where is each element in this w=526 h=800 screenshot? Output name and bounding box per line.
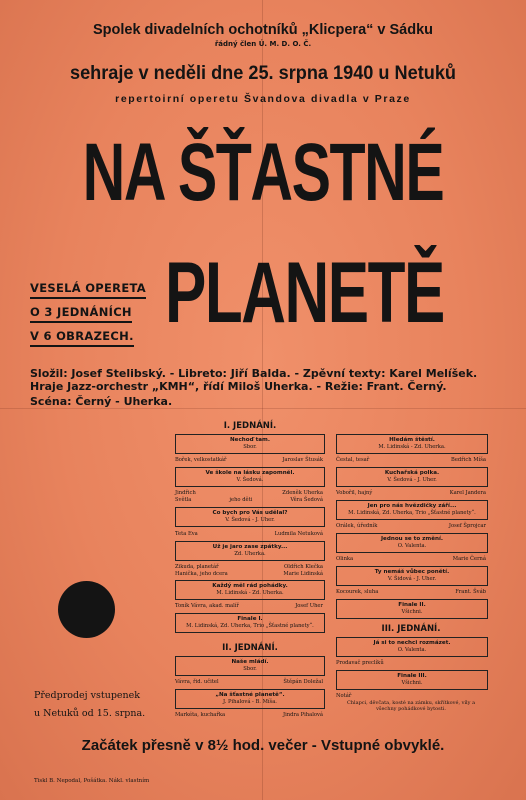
actor: Jindra Pihalová (282, 712, 323, 718)
role: Čestal, tesař (336, 457, 370, 463)
song-title: Finale II. (398, 602, 426, 608)
song-title: Jen pro nás hvězdičky září... (367, 503, 457, 509)
fold-line (0, 408, 526, 409)
song-performer: V. Šedová - J. Uher. (225, 517, 275, 523)
actor: Štěpán Doležal (283, 679, 323, 685)
song-title: Už je jaro zase zpátky... (212, 544, 288, 550)
song-performer: M. Lidinská - Zd. Uherka. (216, 590, 284, 596)
presale-line-1: Předprodej vstupenek (34, 690, 141, 701)
society-name: Spolek divadelních ochotníků „Klicpera“ v Sádku (92, 22, 434, 38)
act-2-heading: II. JEDNÁNÍ. (222, 643, 278, 653)
cast-row (336, 660, 486, 666)
printer-note: Tiskl B. Nepodal, Pošátka. Nákl. vlastním (34, 778, 150, 784)
role: Bořek, velkostatkář (175, 457, 227, 463)
credits-line-3: Scéna: Černý - Uherka. (30, 395, 173, 408)
song-title: Nechoď tam. (230, 437, 270, 443)
act-3-heading: III. JEDNÁNÍ. (381, 624, 441, 634)
cast-row (175, 564, 323, 570)
song-title: „Na šťastné planetě“. (215, 692, 285, 698)
subtitle-line-2: O 3 JEDNÁNÍCH (30, 305, 132, 323)
actor: Marie Černá (452, 556, 486, 562)
song-title: Hledám štěstí. (389, 437, 435, 443)
song-performer: O. Valenta. (397, 647, 427, 653)
song-box (336, 500, 488, 520)
actor: Oldřich Klečka (283, 564, 323, 570)
role: Vobořil, hajný (336, 490, 373, 496)
song-performer: Sbor. (243, 444, 257, 450)
song-box (336, 637, 488, 657)
cast-row (175, 679, 323, 685)
actor: Věra Šedová (290, 497, 323, 503)
song-title: Ve škole na lásku zapomněl. (205, 470, 295, 476)
actor: Josef Uher (295, 603, 323, 609)
song-performer: Sbor. (243, 666, 257, 672)
cast-row (336, 490, 486, 496)
song-box (175, 656, 325, 676)
repertoire-note: repertoirní operetu Švandova divadla v Praze (115, 93, 411, 105)
song-title: Každý měl rád pohádky. (212, 583, 288, 589)
cast-row (336, 556, 486, 562)
song-title: Ty nemáš vůbec ponětí. (374, 569, 450, 575)
act-1-heading: I. JEDNÁNÍ. (223, 421, 277, 431)
cast-row (336, 523, 486, 529)
actor: Jaroslav Štusák (282, 457, 323, 463)
role: Toník Vávra, akad. malíř (175, 603, 239, 609)
actor: Frant. Šváb (455, 589, 486, 595)
actor: Bedřich Míša (451, 457, 486, 463)
song-box (336, 533, 488, 553)
song-title: Co bych pro Vás udělal? (212, 510, 288, 516)
role: Světla (175, 497, 192, 503)
member-note: řádný člen Ú. M. D. O. Č. (214, 40, 312, 48)
song-box (175, 434, 325, 454)
role-note: jeho děti (229, 497, 253, 503)
title-line-2: PLANETĚ (165, 245, 444, 341)
credits-line-2: Hraje Jazz-orchestr „KMH“, řídí Miloš Uherka. - Režie: Frant. Černý. (30, 380, 447, 393)
song-box (336, 599, 488, 619)
song-performer: Všichni. (401, 609, 423, 615)
song-title: Finale III. (397, 673, 427, 679)
song-performer: O. Valenta. (397, 543, 427, 549)
cast-row (175, 571, 323, 577)
role: Notář (336, 693, 352, 699)
song-box (175, 580, 325, 600)
cast-row (336, 589, 486, 595)
role: Jindřich (175, 490, 196, 496)
role: Kocourek, sluha (336, 589, 379, 595)
presale-line-2: u Netuků od 15. srpna. (34, 708, 146, 719)
role: Zikuda, planetář (175, 564, 219, 570)
song-performer: Zd. Uherka. (234, 551, 266, 557)
song-box (336, 434, 488, 454)
song-box (175, 507, 325, 527)
cast-row (175, 603, 323, 609)
subtitle-line-3: V 6 OBRAZECH. (30, 329, 134, 347)
role: Vávra, řid. učitel (175, 679, 219, 685)
cast-row (336, 457, 486, 463)
song-title: Finale I. (237, 616, 263, 622)
cast-row (175, 497, 323, 503)
song-title: Naše mládí. (231, 659, 269, 665)
song-box (336, 467, 488, 487)
actor: Marie Lidinská (283, 571, 323, 577)
song-box (175, 689, 325, 709)
role: Markéta, kuchařka (175, 712, 226, 718)
song-performer: M. Lidinská, Zd. Uherka, Trio „Šťastné planety“. (348, 510, 476, 516)
cast-row (175, 531, 323, 537)
black-circle (58, 581, 115, 638)
song-performer: M. Lidinská, Zd. Uherka, Trio „Šťastné planety“. (186, 623, 314, 629)
performance-date: sehraje v neděli dne 25. srpna 1940 u Netuků (69, 62, 457, 84)
ensemble-note: Chlapci, děvčata, kosté na zámku, skřítkové, víly a všechny pohádkové bytosti. (346, 700, 476, 712)
role: Teta Eva (175, 531, 198, 537)
credits-line-1: Složil: Josef Stelibský. - Libreto: Jiří Balda. - Zpěvní texty: Karel Melíšek. (30, 367, 478, 380)
role: Prodavač preclíků (336, 660, 384, 666)
role: Olinka (336, 556, 354, 562)
song-box (336, 670, 488, 690)
song-performer: V. Šedová - J. Uher. (387, 477, 437, 483)
song-box (336, 566, 488, 586)
cast-row (175, 712, 323, 718)
song-box (175, 541, 325, 561)
role: Hanička, jeho dcera (175, 571, 228, 577)
song-box (175, 467, 325, 487)
actor: Josef Šprojcar (448, 523, 486, 529)
song-performer: V. Šidová - J. Uher. (387, 576, 437, 582)
actor: Zdeněk Uherka (282, 490, 323, 496)
song-title: Jednou se to změní. (380, 536, 444, 542)
subtitle-line-1: VESELÁ OPERETA (30, 281, 146, 299)
actor: Karel Jandera (449, 490, 486, 496)
role: Orálek, úředník (336, 523, 378, 529)
title-line-1: NA ŠŤASTNÉ (82, 127, 444, 218)
song-performer: V. Šedová. (236, 477, 264, 483)
cast-row (175, 457, 323, 463)
song-title: Já si to nechci rozmázet. (373, 640, 451, 646)
song-performer: Všichni. (401, 680, 423, 686)
actor: Ludmila Netuková (274, 531, 323, 537)
song-title: Kuchařská polka. (384, 470, 440, 476)
song-performer: M. Lidinská - Zd. Uherka. (378, 444, 446, 450)
song-performer: J. Pihalová - B. Míša. (223, 699, 277, 705)
start-time: Začátek přesně v 8½ hod. večer - Vstupné obvyklé. (81, 737, 445, 754)
cast-row (175, 490, 323, 496)
song-box (175, 613, 325, 633)
cast-row (336, 693, 486, 699)
